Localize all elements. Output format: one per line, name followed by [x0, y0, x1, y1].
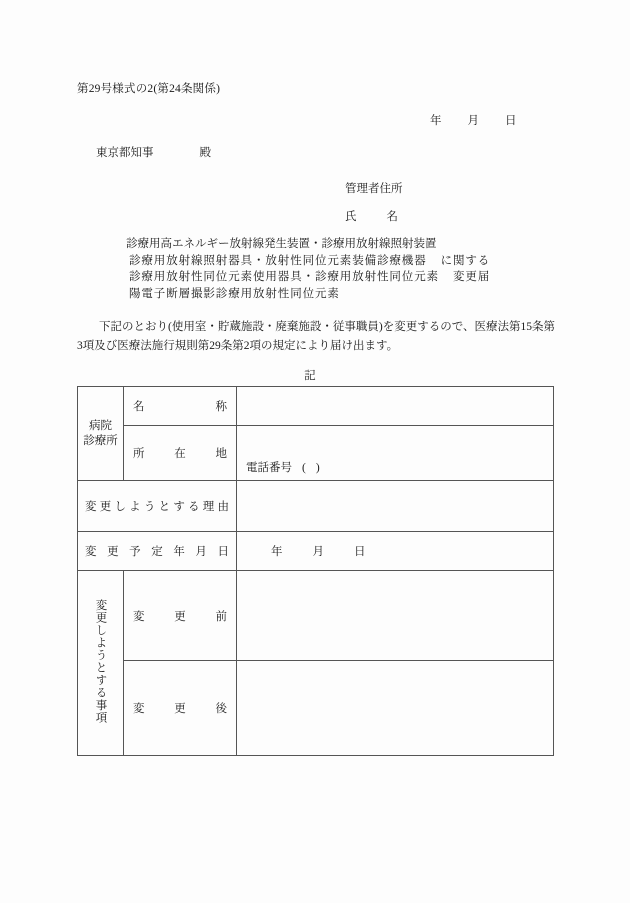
subject-line-2-wrapper — [126, 253, 490, 270]
scheduled-date-label-cell — [78, 532, 237, 571]
telephone-label: 電話番号 — [246, 462, 292, 474]
subject-line-2: 診療用放射線照射器具・放射性同位元素装備診療機器 — [129, 254, 427, 267]
change-after-label-cell — [124, 661, 237, 756]
change-before-label: 変更前 — [133, 610, 227, 623]
change-before-label-cell — [124, 571, 237, 661]
body-paragraph-text: 下記のとおり(使用室・貯蔵施設・廃棄施設・従事職員)を変更するので、医療法第15条第3項及び医療法施行規則第29条第2項の規定により届け出ます。 — [77, 321, 555, 352]
addressee-honorific: 殿 — [199, 147, 211, 159]
addressee — [96, 144, 211, 160]
telephone-paren-open: ( — [302, 462, 306, 474]
change-after-label: 変更後 — [133, 703, 227, 715]
manager-address-label: 管理者住所 — [345, 183, 403, 195]
facility-label-cell — [78, 387, 124, 481]
scheduled-date-year: 年 — [271, 546, 283, 558]
subject-line-3: 診療用放射性同位元素使用器具・診療用放射性同位元素 — [129, 271, 439, 283]
manager-name-label-part2: 名 — [386, 211, 398, 223]
facility-label-line-2: 診療所 — [83, 434, 118, 447]
telephone-line — [237, 431, 553, 475]
scheduled-date-value-cell[interactable] — [237, 532, 554, 571]
scheduled-date-fields — [237, 543, 553, 559]
facility-address-label: 所在地 — [133, 448, 227, 460]
change-after-value-cell[interactable] — [237, 661, 554, 756]
subject-line-1: 診療用高エネルギー放射線発生装置・診療用放射線照射装置 — [126, 238, 437, 250]
change-before-value-cell[interactable] — [237, 571, 554, 661]
facility-label-line-1: 病院 — [89, 419, 112, 432]
facility-address-label-cell — [124, 426, 237, 481]
date-line — [430, 112, 517, 128]
table-row-scheduled-date — [78, 532, 554, 571]
scheduled-date-label: 変更予定年月日 — [85, 546, 229, 558]
record-mark: 記 — [304, 370, 316, 382]
scheduled-date-day: 日 — [354, 546, 366, 558]
subject-line-4: 陽電子断層撮影診療用放射性同位元素 — [129, 287, 340, 300]
body-paragraph — [77, 318, 555, 356]
reason-label: 変更しようとする理由 — [85, 501, 229, 513]
facility-address-value-cell[interactable] — [237, 426, 554, 481]
form-table — [77, 386, 554, 756]
table-row-change-after — [78, 661, 554, 756]
subject-tail-line-3: 変更届 — [453, 271, 491, 283]
scheduled-date-month: 月 — [312, 546, 324, 558]
telephone-paren-close: ) — [315, 462, 320, 474]
manager-name-label — [345, 208, 398, 224]
table-row-reason — [78, 481, 554, 532]
addressee-name: 東京都知事 — [96, 147, 154, 159]
change-items-label: 変更しようとする事項 — [94, 599, 107, 724]
date-day-label: 日 — [505, 115, 517, 127]
facility-name-value-cell[interactable] — [237, 387, 554, 426]
reason-value-cell[interactable] — [237, 481, 554, 532]
facility-name-label: 名称 — [133, 401, 227, 413]
form-number: 第29号様式の2(第24条関係) — [77, 83, 221, 95]
subject-tail-line-2: に関する — [440, 254, 491, 267]
change-items-label-cell — [78, 571, 124, 756]
table-row-change-before — [78, 571, 554, 661]
date-year-label: 年 — [430, 115, 442, 127]
subject-block — [126, 236, 490, 302]
table-row-facility-name — [78, 387, 554, 426]
manager-name-label-part1: 氏 — [345, 211, 357, 223]
date-month-label: 月 — [467, 115, 479, 127]
subject-line-3-wrapper — [126, 269, 490, 286]
reason-label-cell — [78, 481, 237, 532]
table-row-facility-address — [78, 426, 554, 481]
facility-name-label-cell — [124, 387, 237, 426]
